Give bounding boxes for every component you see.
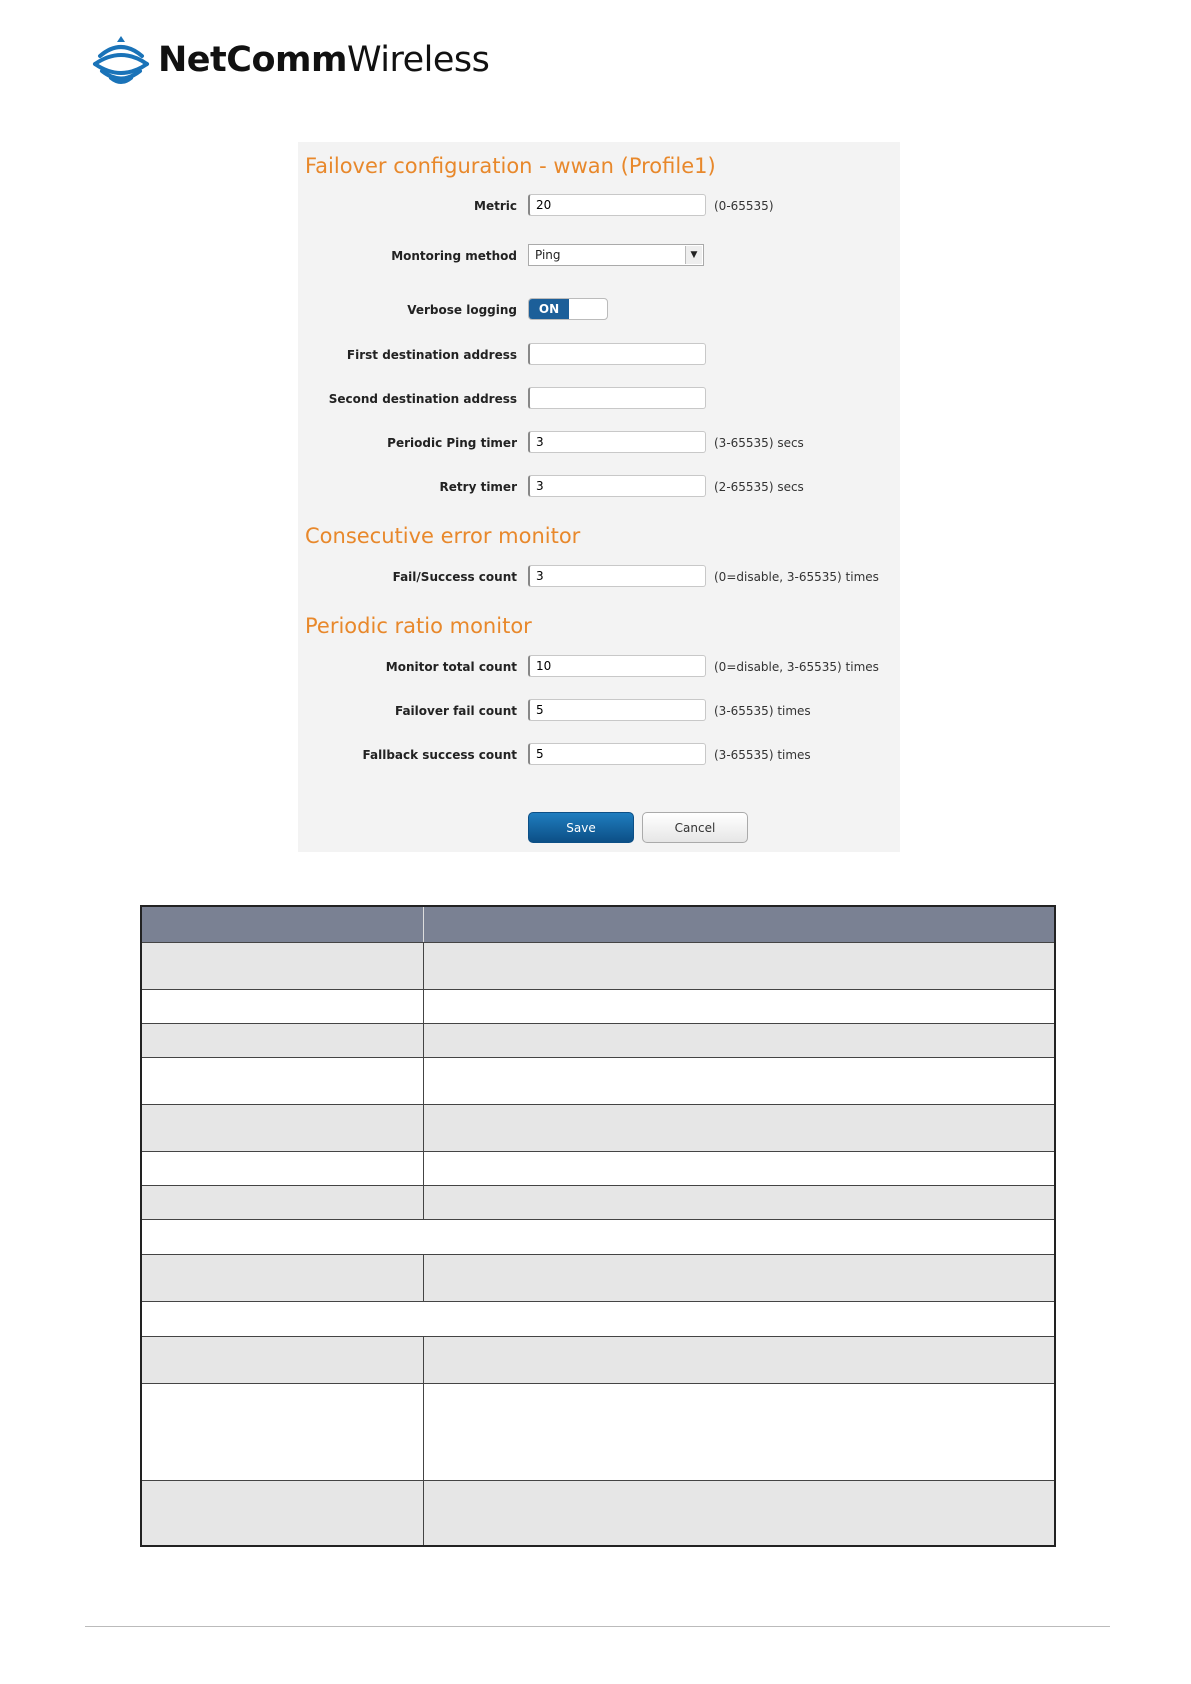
table-header: [142, 907, 1054, 943]
table-row: [142, 1058, 1054, 1105]
second-dest-input[interactable]: [528, 387, 706, 409]
metric-input[interactable]: [528, 194, 706, 216]
page-title: Failover configuration - wwan (Profile1): [305, 154, 716, 178]
method-selected-value: Ping: [535, 248, 561, 262]
table-row: [142, 1481, 1054, 1545]
monitor-total-hint: (0=disable, 3-65535) times: [714, 660, 879, 674]
save-button[interactable]: Save: [528, 812, 634, 843]
table-row: [142, 1255, 1054, 1302]
method-select[interactable]: [528, 244, 704, 266]
metric-label: Metric: [474, 199, 517, 213]
retry-timer-label: Retry timer: [439, 480, 517, 494]
first-dest-row: [298, 343, 900, 369]
verbose-row: [298, 298, 900, 324]
retry-timer-row: [298, 475, 900, 501]
table-row: [142, 1186, 1054, 1220]
ping-timer-label: Periodic Ping timer: [387, 436, 517, 450]
fail-success-label: Fail/Success count: [392, 570, 517, 584]
periodic-title: Periodic ratio monitor: [305, 614, 532, 638]
fail-success-input[interactable]: [528, 565, 706, 587]
brand-logo: [92, 34, 489, 86]
first-dest-label: First destination address: [346, 348, 517, 362]
ping-timer-hint: (3-65535) secs: [714, 436, 804, 450]
footer-divider: [85, 1626, 1110, 1627]
fail-success-row: [298, 565, 900, 591]
table-row: [142, 1337, 1054, 1384]
fail-success-hint: (0=disable, 3-65535) times: [714, 570, 879, 584]
metric-hint: (0-65535): [714, 199, 774, 213]
monitor-total-row: [298, 655, 900, 681]
chevron-down-icon[interactable]: ▼: [685, 246, 702, 264]
settings-table: [140, 905, 1056, 1547]
metric-row: [298, 194, 900, 220]
fallback-success-input[interactable]: [528, 743, 706, 765]
first-dest-input[interactable]: [528, 343, 706, 365]
ping-timer-row: [298, 431, 900, 457]
toggle-on-state: ON: [529, 299, 569, 319]
verbose-toggle[interactable]: [528, 298, 608, 320]
fallback-success-row: [298, 743, 900, 769]
ping-timer-input[interactable]: [528, 431, 706, 453]
second-dest-label: Second destination address: [328, 392, 517, 406]
brand-name: NetCommWireless: [158, 40, 490, 80]
verbose-label: Verbose logging: [407, 303, 517, 317]
cancel-button[interactable]: Cancel: [642, 812, 748, 843]
fallback-success-label: Fallback success count: [362, 748, 517, 762]
retry-timer-hint: (2-65535) secs: [714, 480, 804, 494]
retry-timer-input[interactable]: [528, 475, 706, 497]
table-row: [142, 990, 1054, 1024]
failover-fail-hint: (3-65535) times: [714, 704, 811, 718]
table-row: [142, 1152, 1054, 1186]
consecutive-title: Consecutive error monitor: [305, 524, 581, 548]
monitor-total-input[interactable]: [528, 655, 706, 677]
failover-fail-input[interactable]: [528, 699, 706, 721]
table-row: [142, 943, 1054, 990]
wifi-logo-icon: [92, 34, 150, 86]
table-row: [142, 1384, 1054, 1481]
fallback-success-hint: (3-65535) times: [714, 748, 811, 762]
failover-fail-row: [298, 699, 900, 725]
monitor-total-label: Monitor total count: [385, 660, 517, 674]
failover-config-panel: [298, 142, 900, 852]
table-row: [142, 1024, 1054, 1058]
method-label: Montoring method: [391, 249, 517, 263]
table-section-row: [142, 1220, 1054, 1255]
failover-fail-label: Failover fail count: [394, 704, 517, 718]
second-dest-row: [298, 387, 900, 413]
table-row: [142, 1105, 1054, 1152]
table-section-row: [142, 1302, 1054, 1337]
method-row: [298, 244, 900, 270]
